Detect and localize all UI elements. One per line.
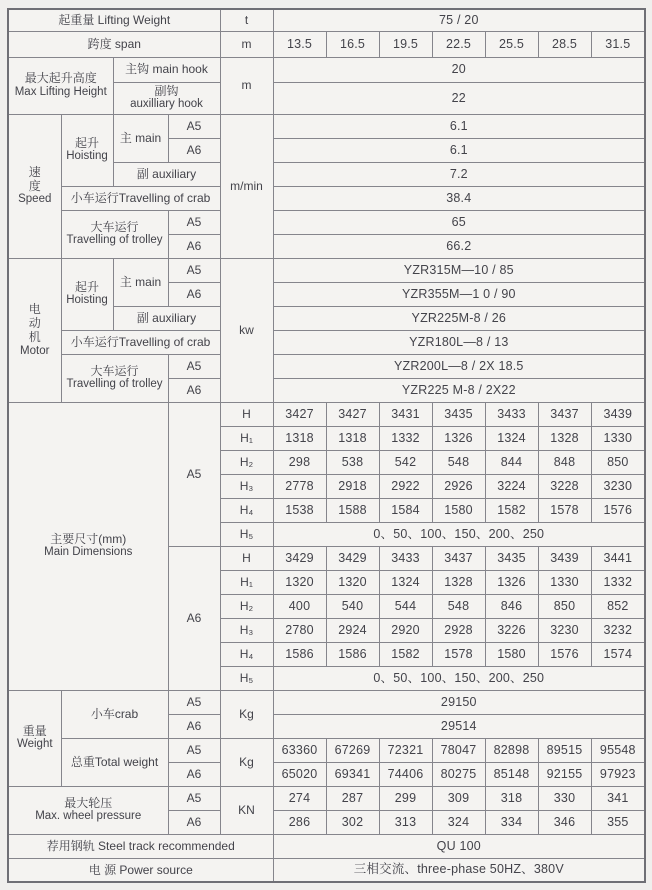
data-cell: 844 <box>485 450 538 474</box>
row-span <box>8 31 645 57</box>
speed-crab-value: 38.4 <box>273 186 645 210</box>
max-height-label-cn: 最大起升高度 <box>24 71 97 86</box>
dims-a5-h5-merged: 0、50、100、150、200、250 <box>273 522 645 546</box>
data-cell: 286 <box>273 810 326 834</box>
data-cell: 1324 <box>379 570 432 594</box>
speed-main-label: 主 main <box>113 114 168 162</box>
speed-trolley-cn: 大车运行 <box>90 219 139 234</box>
grade-cell: A6 <box>168 762 220 786</box>
data-cell: 1318 <box>273 426 326 450</box>
grade-cell: A5 <box>168 258 220 282</box>
power-source-label: 电 源 Power source <box>8 858 273 882</box>
data-cell: 3439 <box>591 402 645 426</box>
speed-hoisting-en: Hoisting <box>66 150 108 163</box>
weight-crab-unit: Kg <box>220 690 273 738</box>
speed-unit: m/min <box>220 114 273 258</box>
motor-main-a5-value: YZR315M—10 / 85 <box>273 258 645 282</box>
speed-aux-value: 7.2 <box>273 162 645 186</box>
speed-hoisting-cn: 起升 <box>74 135 99 150</box>
data-cell: 287 <box>326 786 379 810</box>
data-cell: 3437 <box>538 402 591 426</box>
data-cell: 3230 <box>538 618 591 642</box>
row-speed-main-a5 <box>8 114 645 138</box>
data-cell: 3232 <box>591 618 645 642</box>
motor-label-cn1: 电 <box>28 301 41 316</box>
motor-main-a6-value: YZR355M—1 0 / 90 <box>273 282 645 306</box>
span-unit: m <box>220 31 273 57</box>
data-cell: 13.5 <box>273 31 326 57</box>
data-cell: 309 <box>432 786 485 810</box>
data-cell: 97923 <box>591 762 645 786</box>
motor-trolley-label <box>61 354 168 402</box>
data-cell: 2778 <box>273 474 326 498</box>
speed-trolley-a5-value: 65 <box>273 210 645 234</box>
data-cell: 3433 <box>485 402 538 426</box>
data-cell: 3226 <box>485 618 538 642</box>
data-cell: 3441 <box>591 546 645 570</box>
data-cell: 1326 <box>485 570 538 594</box>
data-cell: 2924 <box>326 618 379 642</box>
data-cell: 69341 <box>326 762 379 786</box>
data-cell: 1588 <box>326 498 379 522</box>
data-cell: 3437 <box>432 546 485 570</box>
data-cell: 1328 <box>538 426 591 450</box>
motor-aux-value: YZR225M-8 / 26 <box>273 306 645 330</box>
data-cell: 3427 <box>273 402 326 426</box>
motor-label-en: Motor <box>20 344 50 357</box>
grade-cell: A5 <box>168 690 220 714</box>
dim-row-label: H₃ <box>220 618 273 642</box>
data-cell: 1318 <box>326 426 379 450</box>
data-cell: 548 <box>432 594 485 618</box>
data-cell: 1324 <box>485 426 538 450</box>
data-cell: 63360 <box>273 738 326 762</box>
dim-row-label: H₃ <box>220 474 273 498</box>
data-cell: 1320 <box>273 570 326 594</box>
lifting-weight-unit: t <box>220 9 273 31</box>
data-cell: 31.5 <box>591 31 645 57</box>
wheel-unit: KN <box>220 786 273 834</box>
dim-row-label: H₅ <box>220 522 273 546</box>
steel-track-label: 荐用钢轨 Steel track recommended <box>8 834 273 858</box>
data-cell: 341 <box>591 786 645 810</box>
data-cell: 1574 <box>591 642 645 666</box>
data-cell: 78047 <box>432 738 485 762</box>
data-cell: 313 <box>379 810 432 834</box>
data-cell: 19.5 <box>379 31 432 57</box>
data-cell: 2920 <box>379 618 432 642</box>
data-cell: 3224 <box>485 474 538 498</box>
crane-spec-table <box>7 8 646 883</box>
aux-hook-label-cn: 副钩 <box>154 83 179 98</box>
wheel-section-label <box>8 786 168 834</box>
speed-label-cn2: 度 <box>28 179 41 194</box>
speed-trolley-label <box>61 210 168 258</box>
grade-cell: A6 <box>168 138 220 162</box>
dim-row-label: H₅ <box>220 666 273 690</box>
row-max-height-main <box>8 57 645 82</box>
row-wheel-a5 <box>8 786 645 810</box>
data-cell: 1330 <box>538 570 591 594</box>
data-cell: 355 <box>591 810 645 834</box>
data-cell: 3230 <box>591 474 645 498</box>
data-cell: 542 <box>379 450 432 474</box>
dim-row-label: H₁ <box>220 570 273 594</box>
motor-aux-label: 副 auxiliary <box>113 306 220 330</box>
dim-row-label: H₄ <box>220 498 273 522</box>
aux-hook-label-en: auxilliary hook <box>130 98 203 111</box>
data-cell: 28.5 <box>538 31 591 57</box>
grade-cell: A5 <box>168 354 220 378</box>
aux-hook-label <box>113 82 220 114</box>
motor-hoisting-en: Hoisting <box>66 294 108 307</box>
wheel-label-cn: 最大轮压 <box>64 795 113 810</box>
weight-total-label: 总重Total weight <box>61 738 168 786</box>
data-cell: 2922 <box>379 474 432 498</box>
data-cell: 3435 <box>485 546 538 570</box>
grade-cell: A6 <box>168 234 220 258</box>
weight-crab-label: 小车crab <box>61 690 168 738</box>
data-cell: 1580 <box>485 642 538 666</box>
dims-section-label <box>8 402 168 690</box>
row-lifting-weight <box>8 9 645 31</box>
data-cell: 85148 <box>485 762 538 786</box>
data-cell: 318 <box>485 786 538 810</box>
data-cell: 1578 <box>538 498 591 522</box>
data-cell: 1538 <box>273 498 326 522</box>
grade-cell: A6 <box>168 810 220 834</box>
speed-trolley-a6-value: 66.2 <box>273 234 645 258</box>
steel-track-value: QU 100 <box>273 834 645 858</box>
data-cell: 274 <box>273 786 326 810</box>
lifting-weight-value: 75 / 20 <box>273 9 645 31</box>
data-cell: 540 <box>326 594 379 618</box>
row-steel-track <box>8 834 645 858</box>
max-height-unit: m <box>220 57 273 114</box>
data-cell: 548 <box>432 450 485 474</box>
data-cell: 3427 <box>326 402 379 426</box>
data-cell: 1328 <box>432 570 485 594</box>
grade-cell: A6 <box>168 282 220 306</box>
data-cell: 22.5 <box>432 31 485 57</box>
max-height-label <box>8 57 113 114</box>
dims-label-en: Main Dimensions <box>44 546 133 559</box>
data-cell: 82898 <box>485 738 538 762</box>
row-dims-a5-h <box>8 402 645 426</box>
grade-cell: A6 <box>168 378 220 402</box>
data-cell: 16.5 <box>326 31 379 57</box>
data-cell: 3228 <box>538 474 591 498</box>
weight-total-unit: Kg <box>220 738 273 786</box>
row-weight-total-a5 <box>8 738 645 762</box>
data-cell: 846 <box>485 594 538 618</box>
row-power-source <box>8 858 645 882</box>
data-cell: 852 <box>591 594 645 618</box>
motor-trolley-cn: 大车运行 <box>90 363 139 378</box>
speed-label-en: Speed <box>18 193 52 206</box>
max-height-label-en: Max Lifting Height <box>14 85 107 98</box>
dims-a6-h5-merged: 0、50、100、150、200、250 <box>273 666 645 690</box>
data-cell: 89515 <box>538 738 591 762</box>
data-cell: 2926 <box>432 474 485 498</box>
row-motor-trolley-a5 <box>8 354 645 378</box>
motor-crab-label: 小车运行Travelling of crab <box>61 330 220 354</box>
data-cell: 346 <box>538 810 591 834</box>
data-cell: 1576 <box>538 642 591 666</box>
motor-label-cn3: 机 <box>28 330 41 345</box>
data-cell: 299 <box>379 786 432 810</box>
speed-crab-label: 小车运行Travelling of crab <box>61 186 220 210</box>
weight-crab-a6-value: 29514 <box>273 714 645 738</box>
weight-label-cn: 重量 <box>22 723 47 738</box>
motor-trolley-a5-value: YZR200L—8 / 2X 18.5 <box>273 354 645 378</box>
dim-row-label: H₁ <box>220 426 273 450</box>
motor-main-label: 主 main <box>113 258 168 306</box>
grade-cell: A6 <box>168 714 220 738</box>
data-cell: 298 <box>273 450 326 474</box>
data-cell: 80275 <box>432 762 485 786</box>
motor-section-label <box>8 258 61 402</box>
speed-trolley-en: Travelling of trolley <box>66 234 163 247</box>
data-cell: 1582 <box>379 642 432 666</box>
dim-row-label: H₂ <box>220 450 273 474</box>
row-motor-main-a5 <box>8 258 645 282</box>
speed-main-a5-value: 6.1 <box>273 114 645 138</box>
data-cell: 538 <box>326 450 379 474</box>
motor-hoisting-label <box>61 258 113 330</box>
data-cell: 1332 <box>591 570 645 594</box>
speed-hoisting-label <box>61 114 113 186</box>
speed-section-label <box>8 114 61 258</box>
span-label: 跨度 span <box>8 31 220 57</box>
data-cell: 3429 <box>326 546 379 570</box>
dims-label-cn: 主要尺寸(mm) <box>50 531 127 546</box>
data-cell: 302 <box>326 810 379 834</box>
power-source-value: 三相交流、three-phase 50HZ、380V <box>273 858 645 882</box>
motor-label-cn2: 动 <box>28 315 41 330</box>
data-cell: 1586 <box>273 642 326 666</box>
data-cell: 3429 <box>273 546 326 570</box>
grade-cell: A5 <box>168 114 220 138</box>
data-cell: 67269 <box>326 738 379 762</box>
data-cell: 1332 <box>379 426 432 450</box>
data-cell: 3431 <box>379 402 432 426</box>
data-cell: 3435 <box>432 402 485 426</box>
row-weight-crab-a5 <box>8 690 645 714</box>
grade-cell: A5 <box>168 738 220 762</box>
data-cell: 2918 <box>326 474 379 498</box>
data-cell: 25.5 <box>485 31 538 57</box>
dim-row-label: H <box>220 546 273 570</box>
grade-cell: A5 <box>168 210 220 234</box>
data-cell: 1582 <box>485 498 538 522</box>
motor-trolley-en: Travelling of trolley <box>66 378 163 391</box>
data-cell: 1578 <box>432 642 485 666</box>
row-speed-trolley-a5 <box>8 210 645 234</box>
data-cell: 65020 <box>273 762 326 786</box>
data-cell: 1580 <box>432 498 485 522</box>
data-cell: 544 <box>379 594 432 618</box>
speed-aux-label: 副 auxiliary <box>113 162 220 186</box>
dim-row-label: H₄ <box>220 642 273 666</box>
motor-unit: kw <box>220 258 273 402</box>
motor-hoisting-cn: 起升 <box>74 279 99 294</box>
row-speed-crab <box>8 186 645 210</box>
row-motor-crab <box>8 330 645 354</box>
data-cell: 324 <box>432 810 485 834</box>
data-cell: 3433 <box>379 546 432 570</box>
data-cell: 850 <box>591 450 645 474</box>
data-cell: 2780 <box>273 618 326 642</box>
dim-row-label: H <box>220 402 273 426</box>
data-cell: 74406 <box>379 762 432 786</box>
data-cell: 1576 <box>591 498 645 522</box>
dims-a5-grade: A5 <box>168 402 220 546</box>
data-cell: 2928 <box>432 618 485 642</box>
speed-label-cn1: 速 <box>28 164 41 179</box>
wheel-label-en: Max. wheel pressure <box>35 810 142 823</box>
main-hook-label: 主钩 main hook <box>113 57 220 82</box>
data-cell: 850 <box>538 594 591 618</box>
data-cell: 95548 <box>591 738 645 762</box>
weight-crab-a5-value: 29150 <box>273 690 645 714</box>
data-cell: 1320 <box>326 570 379 594</box>
weight-section-label <box>8 690 61 786</box>
dim-row-label: H₂ <box>220 594 273 618</box>
motor-trolley-a6-value: YZR225 M-8 / 2X22 <box>273 378 645 402</box>
data-cell: 334 <box>485 810 538 834</box>
data-cell: 330 <box>538 786 591 810</box>
data-cell: 848 <box>538 450 591 474</box>
data-cell: 1330 <box>591 426 645 450</box>
data-cell: 3439 <box>538 546 591 570</box>
data-cell: 92155 <box>538 762 591 786</box>
data-cell: 1584 <box>379 498 432 522</box>
dims-a6-grade: A6 <box>168 546 220 690</box>
data-cell: 72321 <box>379 738 432 762</box>
weight-label-en: Weight <box>16 738 53 751</box>
data-cell: 1326 <box>432 426 485 450</box>
speed-main-a6-value: 6.1 <box>273 138 645 162</box>
aux-hook-value: 22 <box>273 82 645 114</box>
motor-crab-value: YZR180L—8 / 13 <box>273 330 645 354</box>
main-hook-value: 20 <box>273 57 645 82</box>
data-cell: 1586 <box>326 642 379 666</box>
grade-cell: A5 <box>168 786 220 810</box>
lifting-weight-label: 起重量 Lifting Weight <box>8 9 220 31</box>
data-cell: 400 <box>273 594 326 618</box>
